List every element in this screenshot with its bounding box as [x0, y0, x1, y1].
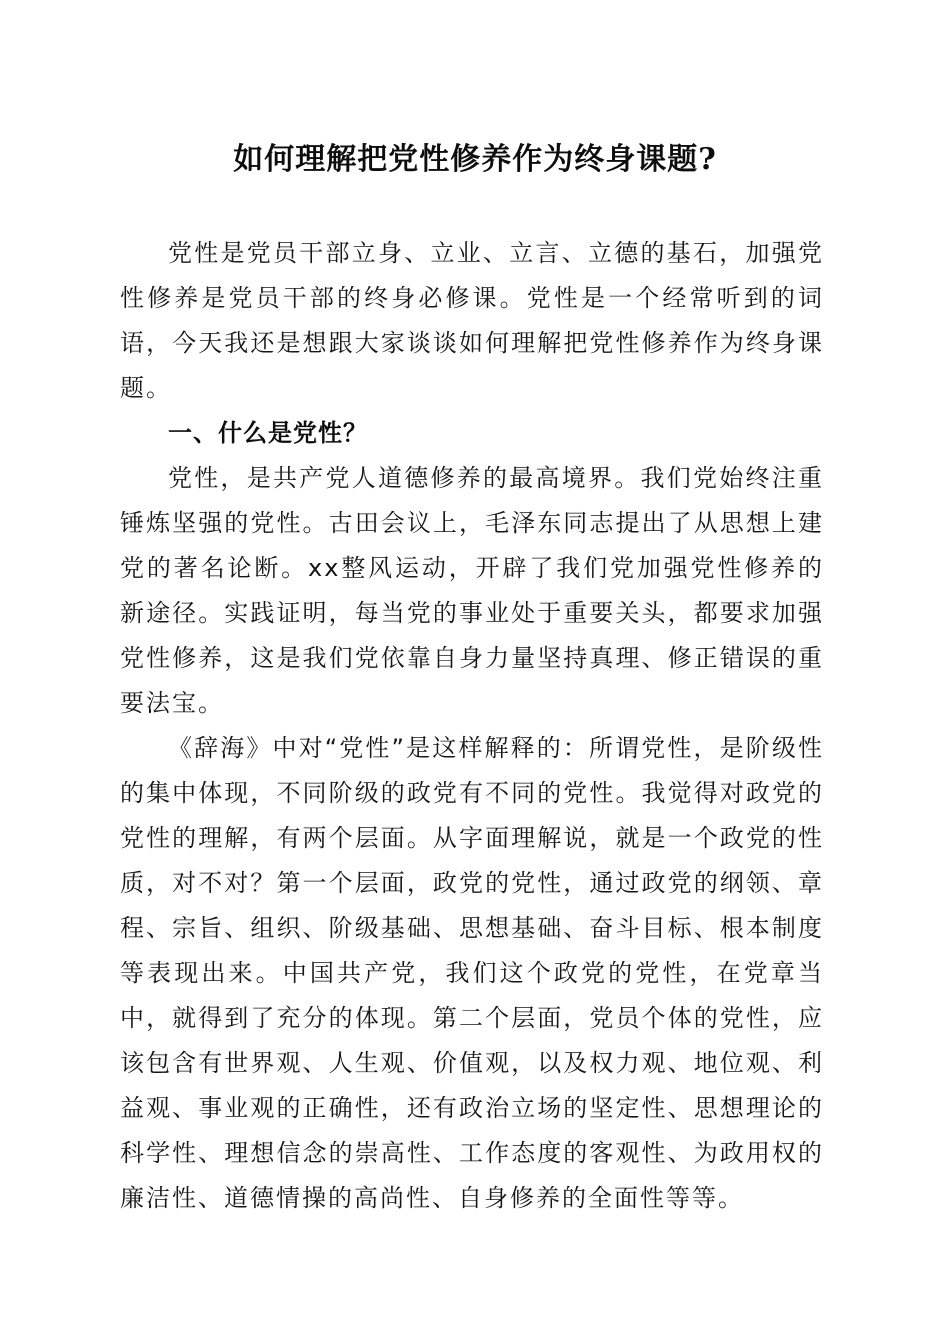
intro-paragraph: 党性是党员干部立身、立业、立言、立德的基石，加强党性修养是党员干部的终身必修课。党性是一个经常听到的词语，今天我还是想跟大家谈谈如何理解把党性修养作为终身课题。 [120, 239, 824, 402]
document-body [120, 231, 824, 1221]
section-heading: 一、什么是党性？ [168, 419, 368, 447]
document-title: 如何理解把党性修养作为终身课题? [233, 142, 717, 177]
body-paragraph: 《辞海》中对“党性”是这样解释的：所谓党性，是阶级性的集中体现，不同阶级的政党有不同的党性。我觉得对政党的党性的理解，有两个层面。从字面理解说，就是一个政党的性质，对不对？第一个层面，政党的党性，通过政党的纲领、章程、宗旨、组织、阶级基础、思想基础、奋斗目标、根本制度等表现出来。中国共产党，我们这个政党的党性，在党章当中，就得到了充分的体现。第二个层面，党员个体的党性，应该包含有世界观、人生观、价值观，以及权力观、地位观、利益观、事业观的正确性，还有政治立场的坚定性、思想理论的科学性、理想信念的崇高性、工作态度的客观性、为政用权的廉洁性、道德情操的高尚性、自身修养的全面性等等。 [120, 734, 824, 1212]
body-paragraph: 党性，是共产党人道德修养的最高境界。我们党始终注重锤炼坚强的党性。古田会议上，毛泽东同志提出了从思想上建党的著名论断。xx整风运动，开辟了我们党加强党性修养的新途径。实践证明，每当党的事业处于重要关头，都要求加强党性修养，这是我们党依靠自身力量坚持真理、修正错误的重要法宝。 [120, 464, 824, 717]
